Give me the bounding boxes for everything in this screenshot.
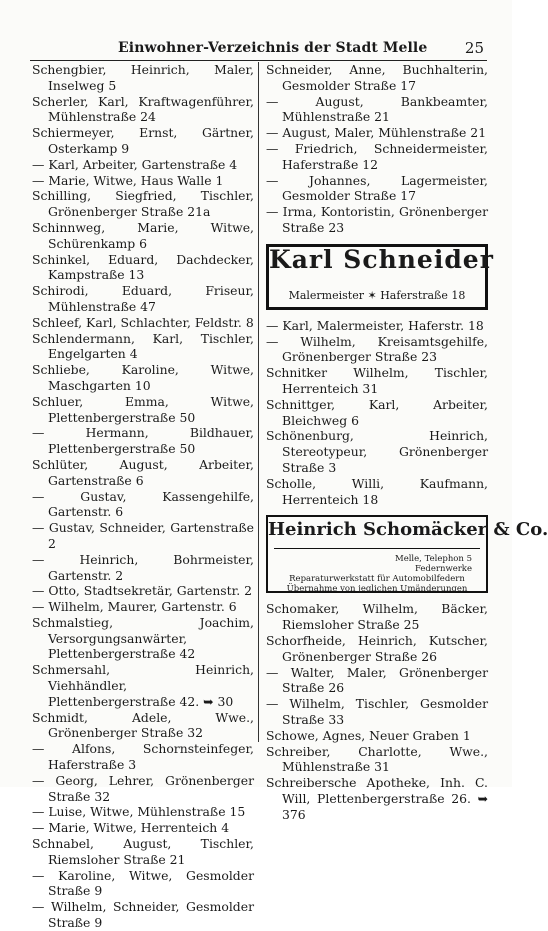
directory-entry: — Karl, Arbeiter, Gartenstraße 4 (32, 156, 238, 172)
directory-entry: Schmidt, Adele, Wwe., Grönenberger Straße 32 (32, 709, 254, 741)
directory-entry: — Heinrich, Bohrmeister, Gartenstr. 2 (32, 551, 254, 583)
directory-entry: — Wilhelm, Maurer, Gartenstr. 6 (32, 599, 237, 615)
directory-entry: — August, Maler, Mühlenstraße 21 (266, 125, 487, 141)
directory-entry: — Wilhelm, Kreisamtsgehilfe, Grönenberger Straße 23 (266, 333, 488, 365)
directory-entry: Schleef, Karl, Schlachter, Feldstr. 8 (32, 314, 254, 330)
directory-entry: Schnabel, August, Tischler, Riemsloher Straße 21 (32, 836, 254, 867)
directory-entry: Schmalstieg, Joachim, Versorgungsanwärter, Plettenbergerstraße 42 (32, 614, 254, 662)
ad-service-line-2: Übernahme von jeglichen Umänderungen (286, 584, 468, 595)
directory-entry: — Alfons, Schornsteinfeger, Haferstraße 3 (32, 741, 254, 773)
directory-entry: Schliebe, Karoline, Witwe, Maschgarten 10 (32, 362, 254, 393)
page-title: Einwohner-Verzeichnis der Stadt Melle (118, 40, 428, 56)
ad-business: Federnwerke (414, 564, 472, 575)
right-column (266, 62, 548, 822)
ad-subline: Malermeister ✶ Haferstraße 18 (288, 288, 466, 302)
directory-entry: Schluer, Emma, Witwe, Plettenbergerstraße 50 (32, 393, 254, 425)
directory-entry: Schnitker Wilhelm, Tischler, Herrenteich 31 (266, 365, 488, 396)
directory-entry: — Johannes, Lagermeister, Gesmolder Straße 17 (266, 172, 488, 204)
directory-entry: — Karl, Malermeister, Haferstr. 18 (266, 317, 484, 333)
directory-entry: Schirodi, Eduard, Friseur, Mühlenstraße 47 (32, 283, 254, 314)
directory-entry: Schnittger, Karl, Arbeiter, Bleichweg 6 (266, 396, 488, 428)
directory-entry: Schiermeyer, Ernst, Gärtner, Osterkamp 9 (32, 125, 254, 156)
directory-entry: — Irma, Kontoristin, Grönenberger Straße 23 (266, 204, 488, 235)
ad-company-name: Heinrich Schomäcker & Co. (268, 519, 548, 541)
directory-entry: Schönenburg, Heinrich, Stereotypeur, Grönenberger Straße 3 (266, 428, 488, 475)
page-number: 25 (464, 39, 484, 57)
ad-company-name: Karl Schneider (269, 244, 494, 274)
directory-entry: Schomaker, Wilhelm, Bäcker, Riemsloher Straße 25 (266, 601, 488, 633)
right-column-entries-bottom (266, 601, 488, 822)
directory-entry: — Wilhelm, Schneider, Gesmolder Straße 9 (32, 899, 254, 931)
directory-entry: Schinnweg, Marie, Witwe, Schürenkamp 6 (32, 219, 254, 251)
directory-entry: Schmersahl, Heinrich, Viehhändler, Plettenbergerstraße 42. ➥ 30 (32, 662, 254, 709)
right-column-entries-middle (266, 318, 488, 508)
directory-entry: — Karoline, Witwe, Gesmolder Straße 9 (32, 867, 254, 899)
directory-entry: — Friedrich, Schneidermeister, Haferstraße 12 (266, 140, 488, 172)
ad-rule (274, 548, 480, 549)
directory-entry: Schilling, Siegfried, Tischler, Grönenberger Straße 21a (32, 188, 254, 220)
directory-entry: Schreiber, Charlotte, Wwe., Mühlenstraße 31 (266, 743, 488, 775)
directory-entry: — Marie, Witwe, Haus Walle 1 (32, 172, 224, 188)
right-column-entries-top (266, 62, 488, 236)
directory-entry: — Hermann, Bildhauer, Plettenbergerstraße 50 (32, 425, 254, 457)
directory-entry: Schowe, Agnes, Neuer Graben 1 (266, 727, 471, 743)
directory-entry: Schlendermann, Karl, Tischler, Engelgarten 4 (32, 330, 254, 362)
column-divider (258, 62, 259, 742)
advertisement-schomaecker (266, 515, 548, 595)
directory-entry: — Gustav, Kassengehilfe, Gartenstr. 6 (32, 488, 254, 520)
directory-entry: — Wilhelm, Tischler, Gesmolder Straße 33 (266, 696, 488, 727)
directory-entry: — Luise, Witwe, Mühlenstraße 15 (32, 804, 246, 820)
directory-entry: Schengbier, Heinrich, Maler, Inselweg 5 (32, 62, 254, 93)
left-column (32, 62, 254, 931)
directory-entry: Schinkel, Eduard, Dachdecker, Kampstraße 13 (32, 251, 254, 283)
directory-entry: Scherler, Karl, Kraftwagenführer, Mühlenstraße 24 (32, 93, 254, 125)
advertisement-karl-schneider (266, 244, 494, 310)
ad-address: Melle, Telephon 5 (394, 554, 472, 565)
ad-service-line: Reparaturwerkstatt für Automobilfedern (289, 574, 465, 585)
directory-entry: Schlüter, August, Arbeiter, Gartenstraße 6 (32, 456, 254, 488)
directory-entry: Schneider, Anne, Buchhalterin, Gesmolder Straße 17 (266, 62, 488, 93)
directory-entry: — Otto, Stadtsekretär, Gartenstr. 2 (32, 583, 252, 599)
directory-entry: — Marie, Witwe, Herrenteich 4 (32, 820, 230, 836)
directory-entry: — Walter, Maler, Grönenberger Straße 26 (266, 664, 488, 696)
directory-entry: Scholle, Willi, Kaufmann, Herrenteich 18 (266, 475, 488, 507)
page-header (30, 38, 488, 60)
directory-entry: — August, Bankbeamter, Mühlenstraße 21 (266, 93, 488, 125)
directory-entry: — Georg, Lehrer, Grönenberger Straße 32 (32, 772, 254, 804)
header-rule (30, 60, 487, 61)
directory-entry: — Gustav, Schneider, Gartenstraße 2 (32, 520, 254, 551)
directory-entry: Schorfheide, Heinrich, Kutscher, Grönenberger Straße 26 (266, 632, 488, 664)
directory-entry: Schreibersche Apotheke, Inh. C. Will, Plettenbergerstraße 26. ➥ 376 (266, 775, 488, 822)
